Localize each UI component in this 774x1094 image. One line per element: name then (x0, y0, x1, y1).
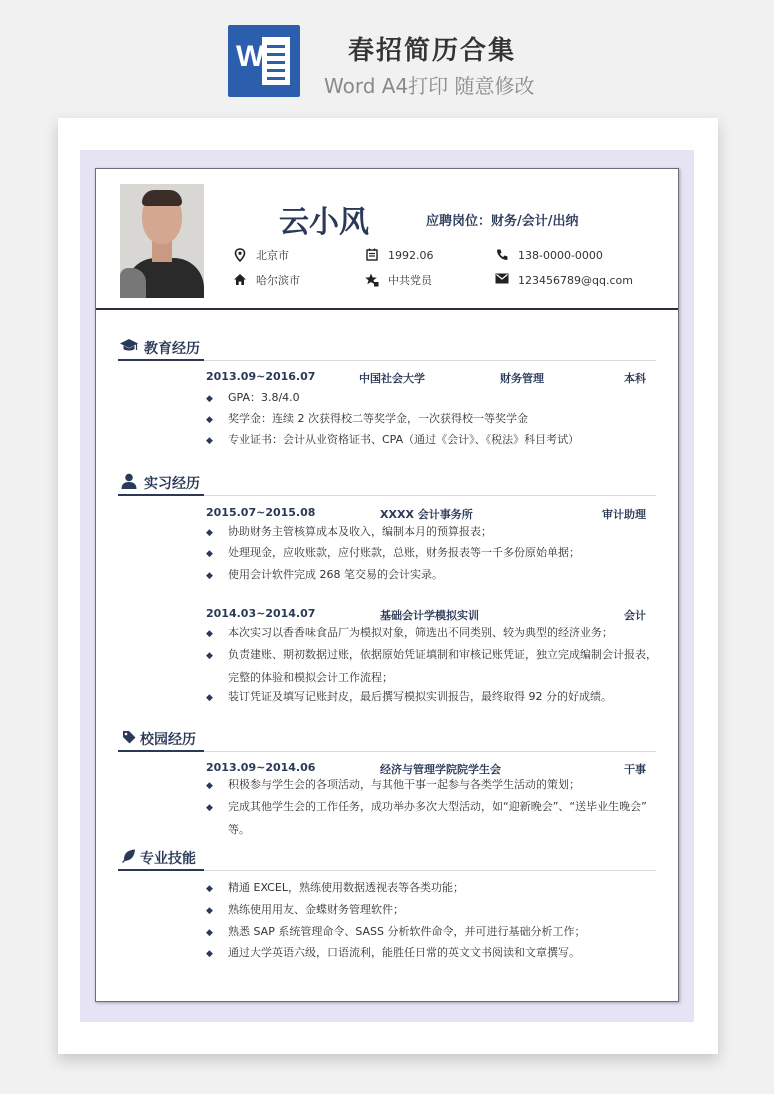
education-underline (118, 360, 656, 361)
word-logo-letter: W (236, 40, 265, 73)
campus-org: 经济与管理学院院学生会 (380, 763, 501, 776)
job1-date: 2015.07~2015.08 (206, 506, 316, 519)
header-divider (96, 308, 678, 310)
banner-title: 春招简历合集 (348, 36, 517, 66)
envelope-icon (494, 273, 510, 289)
campus-underline (118, 751, 656, 752)
education-major: 财务管理 (500, 372, 544, 385)
campus-role: 干事 (624, 763, 646, 776)
skills-underline (118, 870, 656, 871)
applied-position: 应聘岗位：财务/会计/出纳 (426, 214, 579, 229)
leaf-icon (118, 848, 140, 866)
resume-document: 云小风 应聘岗位：财务/会计/出纳 北京市 1992.06 138-0000-0000 哈尔滨市 中共党员 123456789@qq.com 教育经历 2013.09~2016.07 中国社会大学 财务管理 本科 ◆ GPA：3.8/4.0 ◆ 奖学金：连续 2 次获得校二等奖学金，一次获得校一等奖学金 ◆ 专业证书：会计从业资格证书、CPA（通过《会计》、《税法》科目考试） 实习经历 2015.07~2015.08 XXXX 会计事务所 审计助理 ◆ 协助财务主管核算成本及收入，编制本月的预算报表； ◆ 处理现金，应收账款，应付账款，总账，财务报表等一千多份原始单据； ◆ 使用会计软件完成 268 笔交易的会计实录。 2014.03~2014.07 基础会计学模拟实训 会计 ◆ 本次实习以香香味食品厂为模拟对象，筛选出不同类别、较为典型的经济业务； ◆ 负责建账、期初数据过账，依据原始凭证填制和审核记账凭证，独立完成编制会计报表， 完整的体验和模拟会计工作流程； ◆ 装订凭证及填写记账封皮，最后撰写模拟实训报告，最终取得 92 分的好成绩。 校园经历 2013.09~2014.06 经济与管理学院院学生会 干事 ◆ 积极参与学生会的各项活动，与其他干事一起参与各类学生活动的策划； ◆ 完成其他学生会的工作任务，成功举办多次大型活动，如“迎新晚会”、“送毕业生晚会” 等。 专业技能 ◆ 精通 EXCEL，熟练使用数据透视表等各类功能； ◆ 熟练使用用友、金蝶财务管理软件； ◆ 熟悉 SAP 系统管理命令、SASS 分析软件命令，并可进行基础分析工作； ◆ 通过大学英语六级，口语流利，能胜任日常的英文文书阅读和文章撰写。 (95, 168, 679, 1002)
job2-org: 基础会计学模拟实训 (380, 609, 479, 622)
education-title: 教育经历 (144, 341, 200, 357)
campus-continuation: 等。 (228, 823, 250, 836)
campus-date: 2013.09~2014.06 (206, 761, 316, 774)
graduation-cap-icon (118, 338, 140, 356)
education-date: 2013.09~2016.07 (206, 370, 316, 383)
location-pin-icon (232, 248, 248, 264)
campus-title: 校园经历 (140, 732, 196, 748)
word-logo-icon (228, 25, 300, 97)
star-badge-icon (364, 273, 380, 289)
avatar-photo (120, 184, 204, 298)
phone-icon (494, 248, 510, 264)
job2-role: 会计 (624, 609, 646, 622)
home-icon (232, 273, 248, 289)
internship-underline (118, 495, 656, 496)
internship-title: 实习经历 (144, 476, 200, 492)
banner-subtitle: Word A4打印 随意修改 (324, 74, 535, 98)
skills-title: 专业技能 (140, 851, 196, 867)
calendar-icon (364, 248, 380, 264)
education-degree: 本科 (624, 372, 646, 385)
tag-icon (118, 729, 140, 747)
job1-role: 审计助理 (602, 508, 646, 521)
job2-date: 2014.03~2014.07 (206, 607, 316, 620)
job1-org: XXXX 会计事务所 (380, 508, 473, 521)
job2-continuation: 完整的体验和模拟会计工作流程； (228, 671, 393, 684)
education-school: 中国社会大学 (359, 372, 425, 385)
banner (0, 0, 774, 110)
person-icon (118, 473, 140, 491)
candidate-name: 云小风 (279, 205, 369, 240)
